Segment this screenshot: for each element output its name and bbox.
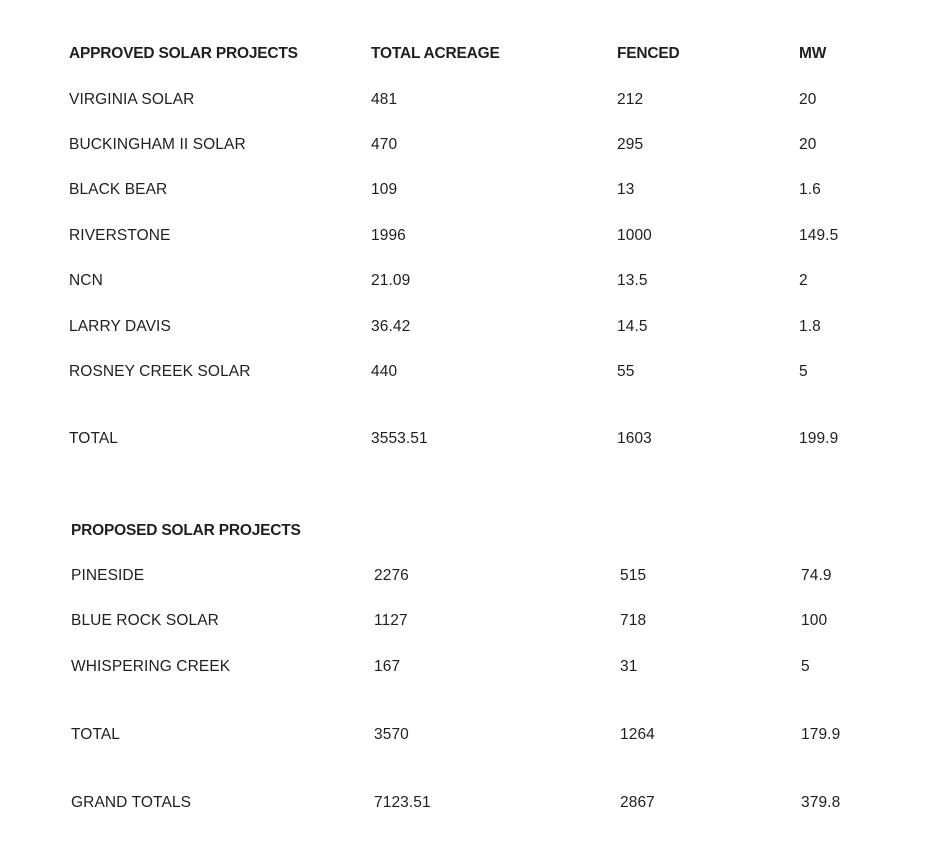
approved-header-row [0, 43, 941, 65]
total-label: TOTAL [71, 726, 121, 743]
column-header-mw: MW [799, 45, 827, 62]
grand-total-row [0, 792, 941, 814]
total-acreage: 470 [371, 136, 398, 153]
approved-total-row [0, 428, 941, 450]
megawatts: 179.9 [801, 726, 841, 743]
project-name: VIRGINIA SOLAR [69, 91, 195, 108]
fenced-acreage: 31 [620, 658, 638, 675]
project-name: LARRY DAVIS [69, 318, 171, 335]
fenced-acreage: 515 [620, 567, 647, 584]
total-acreage: 2276 [374, 567, 409, 584]
table-row [0, 89, 941, 111]
table-row [0, 656, 941, 678]
grand-total-mw: 379.8 [801, 794, 841, 811]
megawatts: 100 [801, 612, 828, 629]
table-row [0, 179, 941, 201]
fenced-acreage: 13.5 [617, 272, 648, 289]
megawatts: 5 [801, 658, 810, 675]
table-row [0, 316, 941, 338]
megawatts: 1.8 [799, 318, 821, 335]
total-acreage: 440 [371, 363, 398, 380]
total-acreage: 481 [371, 91, 398, 108]
fenced-acreage: 1603 [617, 430, 652, 447]
grand-total-acreage: 7123.51 [374, 794, 431, 811]
table-row [0, 270, 941, 292]
total-acreage: 3570 [374, 726, 409, 743]
project-name: BUCKINGHAM II SOLAR [69, 136, 246, 153]
megawatts: 74.9 [801, 567, 832, 584]
project-name: BLUE ROCK SOLAR [71, 612, 219, 629]
project-name: BLACK BEAR [69, 181, 168, 198]
fenced-acreage: 1000 [617, 227, 652, 244]
total-acreage: 109 [371, 181, 398, 198]
proposed-header-row [0, 520, 941, 542]
table-row [0, 610, 941, 632]
grand-total-fenced: 2867 [620, 794, 655, 811]
megawatts: 199.9 [799, 430, 839, 447]
megawatts: 20 [799, 91, 817, 108]
total-acreage: 1127 [374, 612, 408, 629]
megawatts: 20 [799, 136, 817, 153]
fenced-acreage: 1264 [620, 726, 655, 743]
total-acreage: 21.09 [371, 272, 411, 289]
table-row [0, 361, 941, 383]
total-label: TOTAL [69, 430, 119, 447]
project-name: NCN [69, 272, 103, 289]
fenced-acreage: 13 [617, 181, 635, 198]
megawatts: 2 [799, 272, 808, 289]
table-row [0, 565, 941, 587]
total-acreage: 36.42 [371, 318, 411, 335]
approved-section-heading: APPROVED SOLAR PROJECTS [69, 45, 298, 62]
megawatts: 1.6 [799, 181, 821, 198]
fenced-acreage: 295 [617, 136, 644, 153]
table-row [0, 134, 941, 156]
fenced-acreage: 212 [617, 91, 644, 108]
total-acreage: 1996 [371, 227, 406, 244]
column-header-fenced: FENCED [617, 45, 680, 62]
project-name: WHISPERING CREEK [71, 658, 231, 675]
proposed-section-heading: PROPOSED SOLAR PROJECTS [71, 522, 301, 539]
column-header-total-acreage: TOTAL ACREAGE [371, 45, 500, 62]
project-name: RIVERSTONE [69, 227, 171, 244]
grand-total-label: GRAND TOTALS [71, 794, 192, 811]
megawatts: 149.5 [799, 227, 839, 244]
total-acreage: 167 [374, 658, 401, 675]
total-acreage: 3553.51 [371, 430, 428, 447]
megawatts: 5 [799, 363, 808, 380]
fenced-acreage: 55 [617, 363, 635, 380]
fenced-acreage: 718 [620, 612, 647, 629]
project-name: ROSNEY CREEK SOLAR [69, 363, 251, 380]
proposed-total-row [0, 724, 941, 746]
fenced-acreage: 14.5 [617, 318, 648, 335]
table-row [0, 225, 941, 247]
project-name: PINESIDE [71, 567, 145, 584]
